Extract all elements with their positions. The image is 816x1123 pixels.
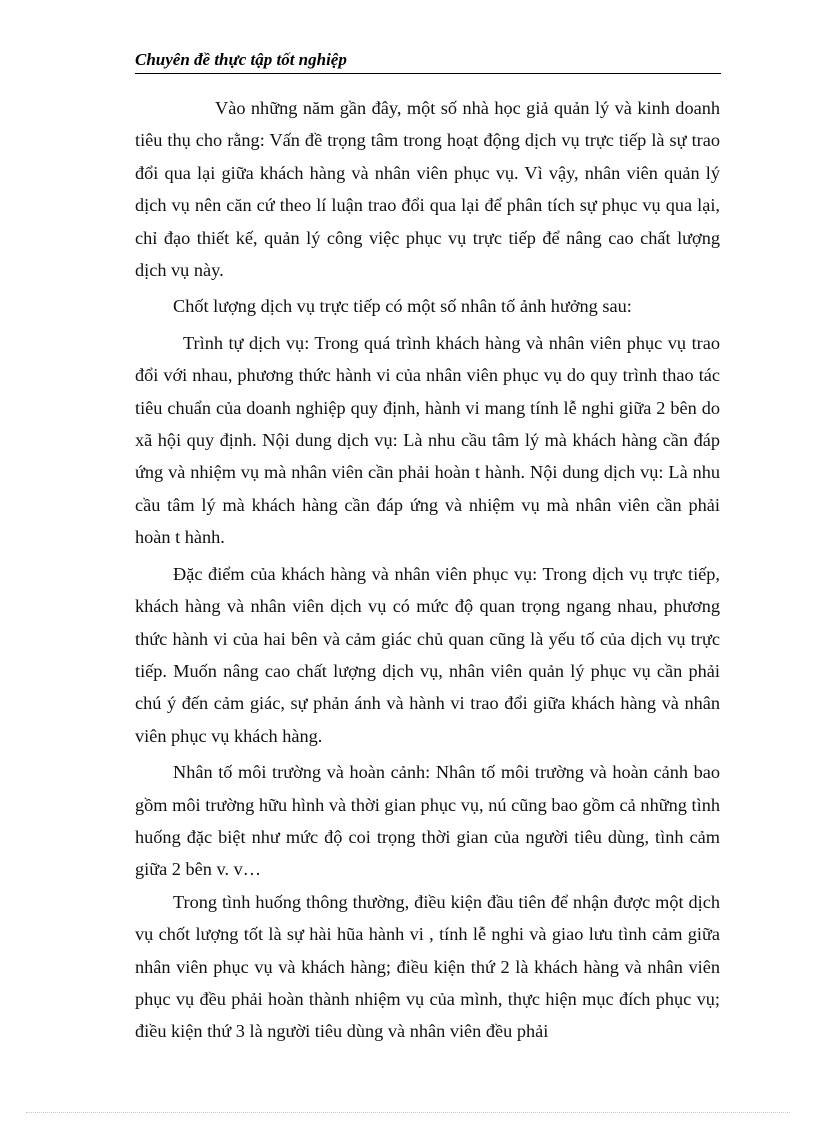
page-bottom-divider xyxy=(26,1112,790,1113)
body-text xyxy=(135,92,720,1048)
paragraph-service-procedure: Trình tự dịch vụ: Trong quá trình khách hàng và nhân viên phục vụ trao đổi với nhau, phương thức hành vi của nhân viên phục vụ do quy trình thao tác tiêu chuẩn của doanh nghiệp quy định, hành vi mang tính lễ nghi giữa 2 bên do xã hội quy định. Nội dung dịch vụ: Là nhu cầu tâm lý mà khách hàng cần đáp ứng và nhiệm vụ mà nhân viên cần phải hoàn t hành. Nội dung dịch vụ: Là nhu cầu tâm lý mà khách hàng cần đáp ứng và nhiệm vụ mà nhân viên cần phải hoàn t hành. xyxy=(135,332,720,548)
paragraph-environment: Nhân tố môi trường và hoàn cảnh: Nhân tố môi trường và hoàn cảnh bao gồm môi trường hữu hình và thời gian phục vụ, nú cũng bao gồm cả những tình huống đặc biệt như mức độ coi trọng thời gian của người tiêu dùng, tình cảm giữa 2 bên v. v… xyxy=(135,762,720,880)
paragraph-customer-staff-traits: Đặc điểm của khách hàng và nhân viên phục vụ: Trong dịch vụ trực tiếp, khách hàng và nhân viên dịch vụ có mức độ quan trọng ngang nhau, phương thức hành vi của hai bên và cảm giác chủ quan cũng là yếu tố của dịch vụ trực tiếp. Muốn nâng cao chất lượng dịch vụ, nhân viên quản lý phục vụ cần phải chú ý đến cảm giác, sự phản ánh và hành vi trao đổi giữa khách hàng và nhân viên phục vụ khách hàng. xyxy=(135,563,720,746)
page-header xyxy=(135,49,721,74)
paragraph-factors-lead: Chốt lượng dịch vụ trực tiếp có một số nhân tố ảnh hưởng sau: xyxy=(173,296,632,317)
paragraph-conditions: Trong tình huống thông thường, điều kiện đầu tiên để nhận được một dịch vụ chốt lượng tốt là sự hài hũa hành vi , tính lễ nghi và giao lưu tình cảm giữa nhân viên phục vụ và khách hàng; điều kiện thứ 2 là khách hàng và nhân viên phục vụ đều phải hoàn thành nhiệm vụ của mình, thực hiện mục đích phục vụ; điều kiện thứ 3 là người tiêu dùng và nhân viên đều phải xyxy=(135,891,720,1042)
paragraph-intro: Vào những năm gần đây, một số nhà học giả quản lý và kinh doanh tiêu thụ cho rằng: Vấn đề trọng tâm trong hoạt động dịch vụ trực tiếp là sự trao đổi qua lại giữa khách hàng và nhân viên phục vụ. Vì vậy, nhân viên quản lý dịch vụ nên căn cứ theo lí luận trao đổi qua lại để phân tích sự phục vụ qua lại, chỉ đạo thiết kế, quản lý công việc phục vụ trực tiếp để nâng cao chất lượng dịch vụ này. xyxy=(135,98,720,281)
header-title: Chuyên đề thực tập tốt nghiệp xyxy=(135,50,347,69)
